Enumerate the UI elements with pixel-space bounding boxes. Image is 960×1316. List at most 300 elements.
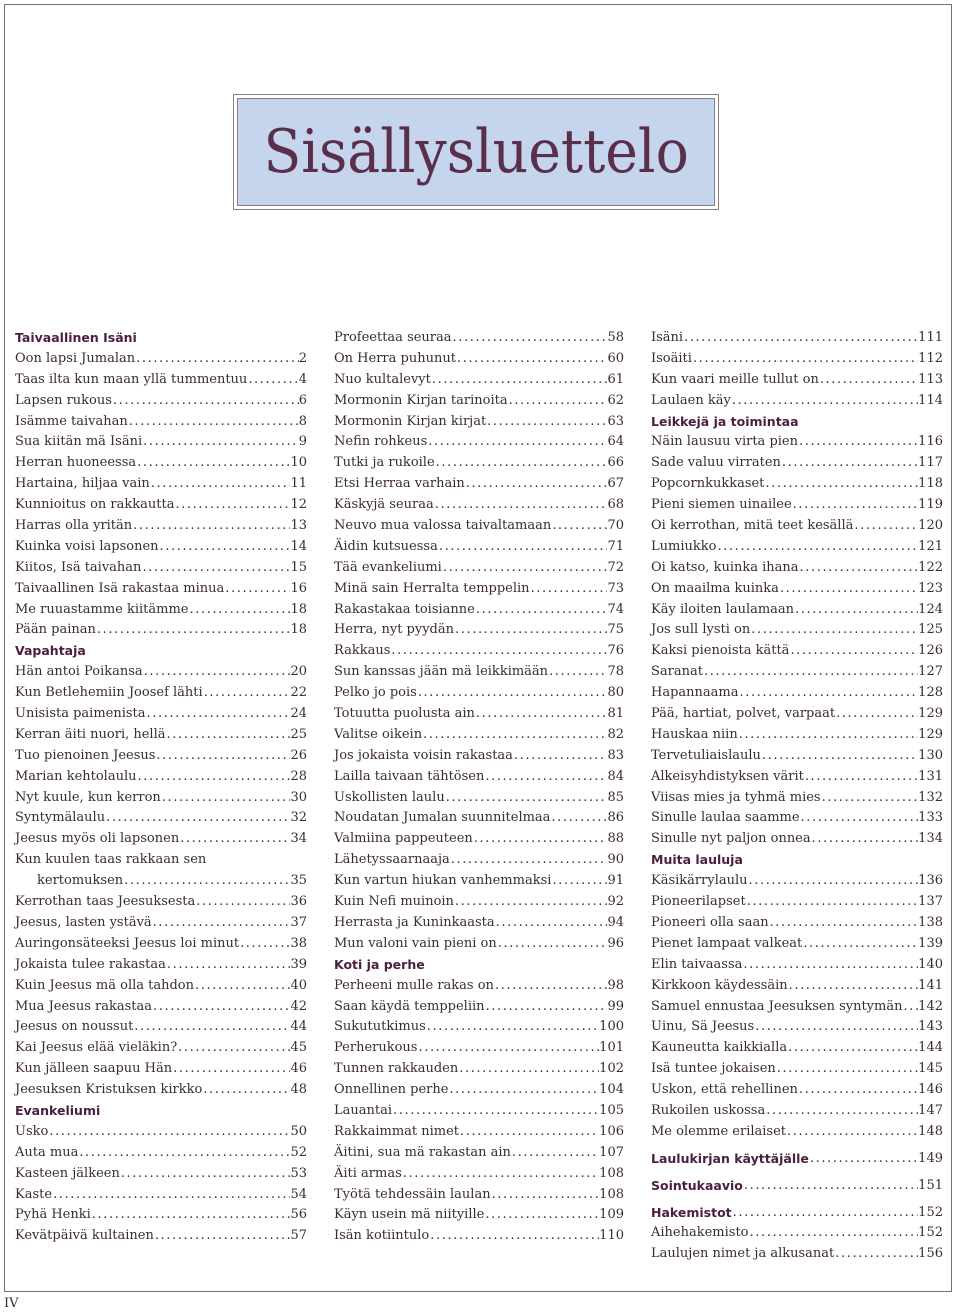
dot-leader [426,1017,599,1038]
section-heading: Taivaallinen Isäni [15,330,137,345]
dot-leader [136,453,290,474]
toc-entry[interactable] [651,474,943,495]
toc-page-number: 141 [918,977,943,993]
dot-leader [448,1080,599,1101]
dot-leader [429,1226,599,1247]
dot-leader [194,976,290,997]
toc-page-number: 127 [918,664,943,680]
toc-entry[interactable] [15,370,307,391]
toc-entry[interactable] [334,620,624,641]
dot-leader [161,788,291,809]
toc-page-number: 75 [607,622,624,638]
dot-leader [835,704,918,725]
dot-leader [781,453,918,474]
toc-entry[interactable] [651,558,943,579]
dot-leader [754,1017,918,1038]
toc-entry[interactable] [15,704,307,725]
toc-entry[interactable] [334,934,624,955]
dot-leader [809,1149,918,1170]
toc-entry-title: Näin lausuu virta pien [651,434,798,450]
toc-entry[interactable] [334,1101,624,1122]
toc-page-number: 13 [290,518,307,534]
toc-entry[interactable] [334,1080,624,1101]
toc-entry[interactable] [334,767,624,788]
toc-entry-title: Auringonsäteeksi Jeesus loi minut [15,935,240,951]
toc-entry[interactable] [651,391,943,412]
toc-entry[interactable] [334,871,624,892]
section-heading: Muita lauluja [651,852,743,868]
dot-leader [731,391,918,412]
dot-leader [105,808,290,829]
toc-entry[interactable] [651,620,943,641]
dot-leader [427,432,607,453]
toc-page-number: 44 [290,1019,307,1035]
toc-entry[interactable] [651,370,943,391]
toc-entry[interactable] [334,1164,624,1185]
toc-page-number: 66 [607,455,624,471]
toc-entry[interactable] [334,808,624,829]
toc-page-number: 45 [290,1040,307,1056]
toc-entry[interactable] [15,1080,307,1101]
toc-entry-title: Perheeni mulle rakas on [334,977,494,993]
toc-entry[interactable] [334,1017,624,1038]
toc-entry[interactable] [334,641,624,662]
dot-leader [749,1223,919,1244]
toc-entry-title: Äiti armas [334,1165,402,1181]
toc-entry[interactable] [334,412,624,433]
page-title: Sisällysluettelo [263,117,689,187]
toc-entry[interactable] [334,997,624,1018]
toc-entry[interactable] [651,1176,943,1197]
toc-page-number: 46 [290,1061,307,1077]
dot-leader [52,1185,290,1206]
toc-entry-title: Jos sull lysti on [651,622,751,638]
toc-entry-title: Tää evankeliumi [334,559,442,575]
toc-page-number: 152 [918,1204,943,1220]
toc-entry[interactable] [334,391,624,412]
toc-page-number: 32 [290,810,307,826]
toc-entry[interactable] [334,829,624,850]
toc-entry[interactable] [334,725,624,746]
dot-leader [438,537,608,558]
toc-entry-title: Saranat [651,664,703,680]
dot-leader [146,704,291,725]
toc-entry[interactable] [651,829,943,850]
toc-entry[interactable] [651,1101,943,1122]
toc-entry[interactable] [15,558,307,579]
toc-entry[interactable] [15,495,307,516]
toc-entry[interactable] [15,955,307,976]
toc-page-number: 108 [599,1186,624,1202]
toc-entry[interactable] [15,997,307,1018]
dot-leader [133,1017,290,1038]
toc-entry-title: Hän antoi Poikansa [15,664,143,680]
toc-entry[interactable] [334,662,624,683]
toc-entry[interactable] [651,767,943,788]
dot-leader [442,558,608,579]
toc-entry[interactable] [15,432,307,453]
toc-entry-title: Isä tuntee jokaisen [651,1061,776,1077]
toc-entry[interactable] [651,600,943,621]
toc-entry-title: Kun Betlehemiin Joosef lähti [15,685,203,701]
toc-page-number: 12 [290,497,307,513]
toc-entry-title: Mun valoni vain pieni on [334,935,497,951]
toc-page-number: 67 [607,476,624,492]
toc-entry[interactable] [15,829,307,850]
toc-entry[interactable] [651,641,943,662]
toc-entry[interactable] [334,976,624,997]
dot-leader [434,495,608,516]
dot-leader [179,829,290,850]
toc-entry[interactable] [15,537,307,558]
dot-leader [491,1185,600,1206]
toc-entry[interactable] [651,1017,943,1038]
toc-page-number: 64 [607,434,624,450]
toc-entry[interactable] [15,453,307,474]
toc-entry-title: Sinulle laulaa saamme [651,810,800,826]
dot-leader [431,370,608,391]
dot-leader [485,997,608,1018]
dot-leader [821,788,919,809]
toc-entry-title: Viisas mies ja tyhmä mies [651,789,821,805]
toc-page-number: 102 [599,1061,624,1077]
dot-leader [513,746,608,767]
toc-page-number: 137 [918,894,943,910]
toc-entry[interactable] [651,955,943,976]
toc-entry[interactable] [334,453,624,474]
toc-page-number: 18 [290,601,307,617]
toc-entry[interactable] [15,808,307,829]
toc-entry[interactable] [15,725,307,746]
toc-entry[interactable] [15,871,307,892]
toc-entry[interactable] [15,913,307,934]
toc-entry[interactable] [334,1122,624,1143]
dot-leader [494,976,608,997]
toc-entry[interactable] [651,1223,943,1244]
toc-entry[interactable] [15,1017,307,1038]
toc-entry[interactable] [651,683,943,704]
toc-entry[interactable] [15,746,307,767]
toc-entry-title: Alkeisyhdistyksen värit [651,768,804,784]
toc-page-number: 126 [918,643,943,659]
toc-entry[interactable] [15,683,307,704]
dot-leader [834,1244,918,1265]
dot-leader [450,850,608,871]
toc-entry-title: Hauskaa niin [651,726,738,742]
dot-leader [120,1164,291,1185]
toc-page-number: 54 [290,1186,307,1202]
toc-entry-title: Profeettaa seuraa [334,330,452,345]
toc-entry[interactable] [651,1038,943,1059]
section-heading: Evankeliumi [15,1102,101,1118]
toc-entry-title: Hapannaama [651,685,739,701]
dot-leader [454,620,607,641]
toc-entry-title: Nuo kultalevyt [334,371,431,387]
toc-entry[interactable] [334,1226,624,1247]
toc-page-number: 72 [607,559,624,575]
toc-entry[interactable] [15,1038,307,1059]
toc-page-number: 53 [290,1165,307,1181]
dot-leader [203,683,291,704]
dot-leader [794,600,918,621]
toc-entry-title: Kasteen jälkeen [15,1165,120,1181]
toc-entry[interactable] [334,683,624,704]
toc-entry-title: Isoäiti [651,350,692,366]
toc-entry[interactable] [651,871,943,892]
toc-entry-title: Mua Jeesus rakastaa [15,998,153,1014]
toc-entry[interactable] [651,516,943,537]
toc-page-number: 107 [599,1144,624,1160]
toc-entry[interactable] [15,976,307,997]
toc-entry-title: Jeesus myös oli lapsonen [15,831,180,847]
toc-entry-title: Käsikärrylaulu [651,873,748,889]
toc-page-number: 71 [607,538,624,554]
toc-entry-title: Neuvo mua valossa taivaltamaan [334,518,552,534]
dot-leader [508,391,608,412]
toc-entry-title: Kauneutta kaikkialla [651,1040,788,1056]
dot-leader [800,808,919,829]
toc-page-number: 81 [607,706,624,722]
toc-page-number: 109 [599,1207,624,1223]
dot-leader [202,1080,290,1101]
toc-page-number: 138 [918,914,943,930]
toc-entry[interactable] [651,579,943,600]
dot-leader [787,1038,918,1059]
toc-entry[interactable] [15,1122,307,1143]
toc-entry-title: Sinulle nyt paljon onnea [651,831,811,847]
toc-entry[interactable] [15,892,307,913]
toc-entry[interactable] [15,412,307,433]
toc-entry-title: Uskollisten laulu [334,789,445,805]
toc-entry-title: Tuo pienoinen Jeesus [15,747,156,763]
toc-entry[interactable] [651,976,943,997]
dot-leader [473,829,608,850]
toc-entry[interactable] [15,1059,307,1080]
toc-entry-title: Jeesus, lasten ystävä [15,914,152,930]
dot-leader [788,976,919,997]
toc-entry-title: Herran huoneessa [15,455,137,471]
toc-entry-title: Kerran äiti nuori, hellä [15,726,166,742]
toc-entry-title: Oi katso, kuinka ihana [651,559,799,575]
dot-leader [804,767,918,788]
toc-entry[interactable] [15,934,307,955]
toc-entry[interactable] [334,474,624,495]
toc-page-number: 60 [607,350,624,366]
toc-entry[interactable] [334,788,624,809]
toc-entry[interactable] [651,1080,943,1101]
toc-entry[interactable] [651,725,943,746]
dot-leader [435,453,608,474]
toc-entry[interactable] [15,1226,307,1247]
toc-entry[interactable] [334,704,624,725]
toc-entry-title: Sua kiitän mä Isäni [15,434,143,450]
dot-leader [530,579,608,600]
dot-leader [497,934,608,955]
toc-entry[interactable] [334,558,624,579]
toc-entry-title: Kuin Jeesus mä olla tahdon [15,977,195,993]
toc-entry[interactable] [334,537,624,558]
toc-entry[interactable] [334,516,624,537]
toc-entry-title: Tutki ja rukoile [334,455,435,471]
title-banner [237,98,715,206]
toc-entry[interactable] [651,453,943,474]
toc-entry[interactable] [15,474,307,495]
toc-page-number: 15 [290,559,307,575]
toc-entry[interactable] [651,495,943,516]
toc-entry-title: Harras olla yritän [15,518,133,534]
toc-page-number: 30 [290,789,307,805]
toc-entry[interactable] [651,746,943,767]
toc-page-number: 9 [298,434,307,450]
dot-leader [743,1176,918,1197]
toc-entry[interactable] [334,1038,624,1059]
toc-entry-title: Unisista paimenista [15,706,146,722]
toc-entry-title: Isämme taivahan [15,413,128,429]
dot-leader [853,516,918,537]
dot-leader [143,662,291,683]
toc-entry-title: Uinu, Sä Jeesus [651,1019,755,1035]
toc-page-number: 36 [290,894,307,910]
toc-entry[interactable] [334,913,624,934]
toc-entry-title: Perherukous [334,1040,418,1056]
toc-entry[interactable] [15,1185,307,1206]
toc-page-number: 147 [918,1102,943,1118]
toc-entry[interactable] [334,328,624,349]
toc-column-3 [651,328,943,1265]
dot-leader [716,537,918,558]
toc-page-number: 70 [607,518,624,534]
toc-entry[interactable] [651,934,943,955]
toc-entry[interactable] [15,662,307,683]
toc-entry[interactable] [651,537,943,558]
toc-page-number: 50 [290,1123,307,1139]
toc-entry[interactable] [651,1244,943,1265]
toc-entry[interactable] [651,1203,943,1224]
toc-page-number: 20 [290,664,307,680]
toc-entry[interactable] [334,746,624,767]
toc-entry-title: Työtä tehdessäin laulan [334,1186,491,1202]
toc-page-number: 111 [918,330,943,345]
toc-entry-title: Pyhä Henki [15,1207,91,1223]
toc-entry-title: Me ruuastamme kiitämme [15,601,189,617]
dot-leader [456,349,608,370]
toc-entry[interactable] [15,1205,307,1226]
dot-leader [550,808,607,829]
toc-entry[interactable] [334,495,624,516]
toc-entry[interactable] [651,432,943,453]
toc-page-number: 94 [607,914,624,930]
toc-entry[interactable] [651,704,943,725]
toc-entry[interactable] [15,391,307,412]
toc-entry[interactable] [651,1149,943,1170]
toc-entry[interactable] [15,1164,307,1185]
toc-page-number: 146 [918,1082,943,1098]
toc-page-number: 76 [607,643,624,659]
toc-entry[interactable] [15,349,307,370]
toc-entry[interactable] [334,850,624,871]
toc-entry[interactable] [651,328,943,349]
toc-page-number: 18 [290,622,307,638]
toc-entry-title: Usko [15,1123,49,1139]
toc-entry[interactable] [15,620,307,641]
toc-entry-title: Taas ilta kun maan yllä tummentuu [15,371,248,387]
toc-page-number: 78 [607,664,624,680]
toc-entry[interactable] [651,662,943,683]
toc-entry-title: Samuel ennustaa Jeesuksen syntymän [651,998,903,1014]
dot-leader [465,474,608,495]
toc-column-1 [15,328,307,1247]
toc-entry[interactable] [334,1185,624,1206]
dot-leader [128,412,299,433]
toc-page-number: 92 [607,894,624,910]
toc-entry[interactable] [334,1205,624,1226]
toc-entry-title: Tunnen rakkauden [334,1061,459,1077]
toc-entry[interactable] [334,1143,624,1164]
toc-entry[interactable] [651,349,943,370]
toc-entry-title: Käskyjä seuraa [334,497,434,513]
toc-entry[interactable] [15,516,307,537]
toc-entry[interactable] [334,349,624,370]
toc-entry[interactable] [334,432,624,453]
toc-entry[interactable] [651,913,943,934]
dot-leader [779,579,918,600]
toc-entry[interactable] [651,788,943,809]
toc-page-number: 140 [918,956,943,972]
toc-page-number: 117 [918,455,943,471]
toc-entry-title: Rakastakaa toisianne [334,601,475,617]
toc-entry[interactable] [334,579,624,600]
toc-entry[interactable] [334,892,624,913]
toc-entry[interactable] [334,600,624,621]
toc-entry[interactable] [651,997,943,1018]
toc-page-number: 83 [607,747,624,763]
toc-entry-title: Kaste [15,1186,53,1202]
dot-leader [417,683,608,704]
toc-entry-title: Pää, hartiat, polvet, varpaat [651,706,836,722]
toc-entry[interactable] [334,1059,624,1080]
toc-page-number: 14 [290,538,307,554]
toc-page-number: 8 [298,413,307,429]
toc-entry-title: Oi kerrothan, mitä teet kesällä [651,518,854,534]
toc-entry[interactable] [651,1122,943,1143]
toc-entry[interactable] [651,892,943,913]
toc-page-number: 48 [290,1082,307,1098]
toc-entry-title: Pieni siemen uinailee [651,497,792,513]
toc-entry-title: Äitini, sua mä rakastan ain [334,1144,511,1160]
toc-page-number: 129 [918,706,943,722]
toc-page-number: 116 [918,434,943,450]
toc-entry[interactable] [15,600,307,621]
toc-entry[interactable] [15,788,307,809]
toc-entry-title: Kunnioitus on rakkautta [15,497,175,513]
toc-entry[interactable] [15,767,307,788]
toc-entry-title: Herra, nyt pyydän [334,622,455,638]
toc-entry[interactable] [15,579,307,600]
toc-entry[interactable] [15,1143,307,1164]
toc-entry[interactable] [334,370,624,391]
toc-page-number: 24 [290,706,307,722]
toc-entry[interactable] [651,808,943,829]
toc-page-number: 40 [290,977,307,993]
dot-leader [764,474,918,495]
toc-entry[interactable] [651,1059,943,1080]
dot-leader [91,1205,291,1226]
dot-leader [798,1080,918,1101]
toc-entry-title: Pelko jo pois [334,685,417,701]
dot-leader [475,704,608,725]
dot-leader [802,934,918,955]
toc-entry-title: Lähetyssaarnaaja [334,852,450,868]
